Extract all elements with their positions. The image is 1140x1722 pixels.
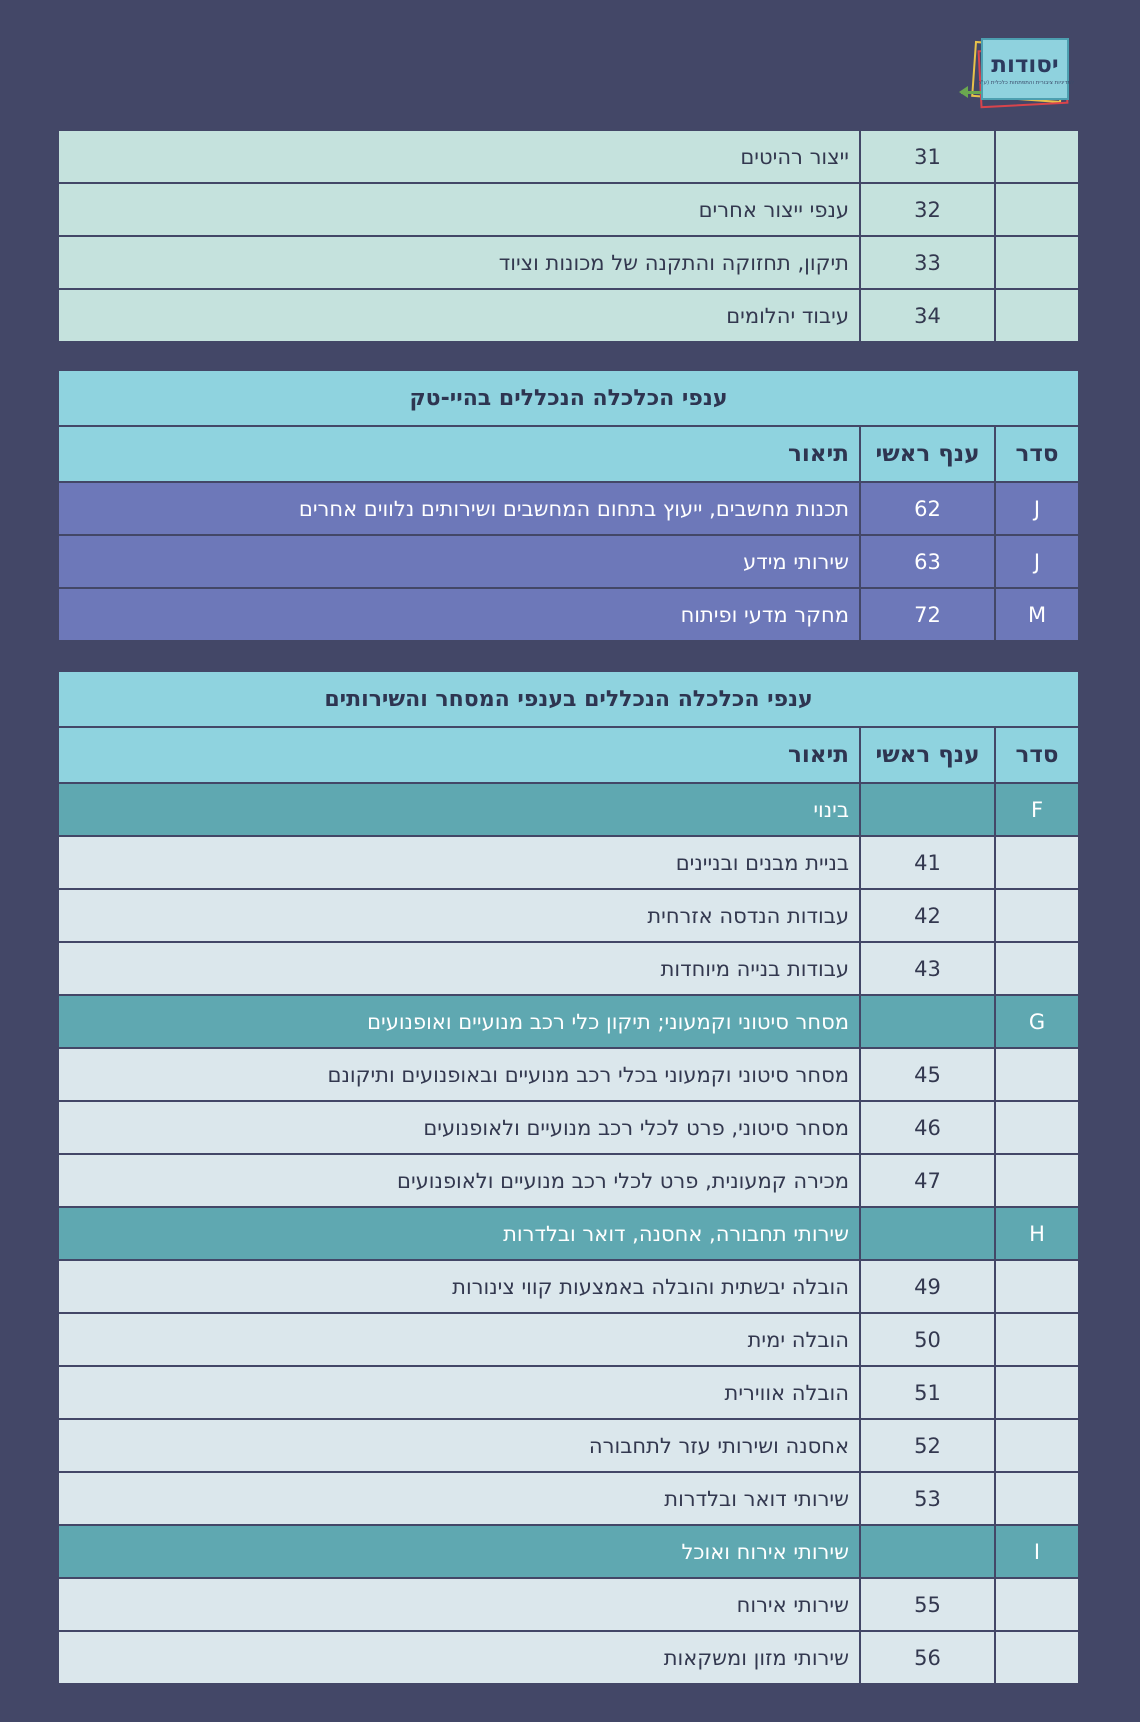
desc-cell: עיבוד יהלומים — [58, 289, 860, 342]
code-cell: 42 — [860, 889, 995, 942]
code-cell: 52 — [860, 1419, 995, 1472]
code-cell: 46 — [860, 1101, 995, 1154]
sector-cell — [995, 1578, 1079, 1631]
table-row — [58, 942, 1079, 995]
code-cell: 53 — [860, 1472, 995, 1525]
table-row — [58, 1578, 1079, 1631]
code-cell: 33 — [860, 236, 995, 289]
table-title: ענפי הכלכלה הנכללים בהיי-טק — [58, 370, 1079, 426]
sector-cell — [995, 130, 1079, 183]
sector-cell: J — [995, 535, 1079, 588]
table-header-row — [58, 727, 1079, 783]
header-description: תיאור — [58, 727, 860, 783]
code-cell: 72 — [860, 588, 995, 641]
code-cell: 31 — [860, 130, 995, 183]
desc-cell: שירותי דואר ובלדרות — [58, 1472, 860, 1525]
table-row — [58, 1472, 1079, 1525]
table-header-row — [58, 426, 1079, 482]
desc-cell: שירותי מזון ומשקאות — [58, 1631, 860, 1684]
sector-cell — [995, 1419, 1079, 1472]
desc-cell: עבודות בנייה מיוחדות — [58, 942, 860, 995]
sector-cell — [995, 236, 1079, 289]
logo-brand: יסודות — [991, 52, 1059, 78]
code-cell: 47 — [860, 1154, 995, 1207]
code-cell: 55 — [860, 1578, 995, 1631]
table-row — [58, 1366, 1079, 1419]
table-title-row — [58, 671, 1079, 727]
code-cell: 51 — [860, 1366, 995, 1419]
desc-cell: תכנות מחשבים, ייעוץ בתחום המחשבים ושירותים נלווים אחרים — [58, 482, 860, 535]
sector-cell — [995, 1154, 1079, 1207]
desc-cell: שירותי מידע — [58, 535, 860, 588]
code-cell: 41 — [860, 836, 995, 889]
code-cell: 32 — [860, 183, 995, 236]
sector-cell — [995, 889, 1079, 942]
sector-cell — [995, 836, 1079, 889]
desc-cell: שירותי אירוח — [58, 1578, 860, 1631]
sector-cell — [995, 942, 1079, 995]
sector-cell — [995, 1101, 1079, 1154]
table-row — [58, 236, 1079, 289]
table-row — [58, 889, 1079, 942]
desc-cell: מסחר סיטוני וקמעוני בכלי רכב מנועיים ובאופנועים ותיקונם — [58, 1048, 860, 1101]
code-cell: 45 — [860, 1048, 995, 1101]
sector-cell: M — [995, 588, 1079, 641]
sector-row — [58, 1525, 1079, 1578]
sector-row — [58, 783, 1079, 836]
table-row — [58, 183, 1079, 236]
header-main-branch: ענף ראשי — [860, 426, 995, 482]
table-row — [58, 1631, 1079, 1684]
table-row — [58, 588, 1079, 641]
table-row — [58, 535, 1079, 588]
desc-cell: הובלה יבשתית והובלה באמצעות קווי צינורות — [58, 1260, 860, 1313]
table-title-row — [58, 370, 1079, 426]
sector-cell — [995, 1313, 1079, 1366]
desc-cell: מכירה קמעונית, פרט לכלי רכב מנועיים ולאופנועים — [58, 1154, 860, 1207]
desc-cell: בניית מבנים ובניינים — [58, 836, 860, 889]
sector-cell: J — [995, 482, 1079, 535]
manufacturing-table — [57, 129, 1080, 343]
desc-cell: הובלה אווירית — [58, 1366, 860, 1419]
table-row — [58, 130, 1079, 183]
header-description: תיאור — [58, 426, 860, 482]
code-cell: 50 — [860, 1313, 995, 1366]
desc-cell: אחסנה ושירותי עזר לתחבורה — [58, 1419, 860, 1472]
hitech-table — [57, 369, 1080, 642]
trade-services-table — [57, 670, 1080, 1685]
code-cell — [860, 783, 995, 836]
sector-row — [58, 995, 1079, 1048]
sector-cell — [995, 1366, 1079, 1419]
sector-cell — [995, 1260, 1079, 1313]
table-row — [58, 1419, 1079, 1472]
table-title: ענפי הכלכלה הנכללים בענפי המסחר והשירותים — [58, 671, 1079, 727]
sector-row — [58, 1207, 1079, 1260]
sector-cell: H — [995, 1207, 1079, 1260]
desc-cell: מסחר סיטוני, פרט לכלי רכב מנועיים ולאופנועים — [58, 1101, 860, 1154]
header-sector: סדר — [995, 426, 1079, 482]
code-cell — [860, 1525, 995, 1578]
desc-cell: תיקון, תחזוקה והתקנה של מכונות וציוד — [58, 236, 860, 289]
table-row — [58, 1101, 1079, 1154]
logo-box — [975, 38, 1075, 100]
yesodot-logo — [961, 36, 1073, 108]
sector-cell — [995, 1631, 1079, 1684]
code-cell: 49 — [860, 1260, 995, 1313]
table-row — [58, 836, 1079, 889]
table-row — [58, 1048, 1079, 1101]
sector-cell — [995, 183, 1079, 236]
desc-cell: עבודות הנדסה אזרחית — [58, 889, 860, 942]
sector-cell: F — [995, 783, 1079, 836]
desc-cell: ייצור רהיטים — [58, 130, 860, 183]
desc-cell: מסחר סיטוני וקמעוני; תיקון כלי רכב מנועיים ואופנועים — [58, 995, 860, 1048]
sector-cell — [995, 1472, 1079, 1525]
code-cell: 56 — [860, 1631, 995, 1684]
code-cell: 62 — [860, 482, 995, 535]
header-main-branch: ענף ראשי — [860, 727, 995, 783]
sector-cell: I — [995, 1525, 1079, 1578]
code-cell: 34 — [860, 289, 995, 342]
table-row — [58, 289, 1079, 342]
logo-tagline: למדיניות ציבורית והתפתחות כלכלית (ע"ר) — [975, 80, 1075, 86]
code-cell: 63 — [860, 535, 995, 588]
desc-cell: שירותי תחבורה, אחסנה, דואר ובלדרות — [58, 1207, 860, 1260]
code-cell — [860, 1207, 995, 1260]
code-cell: 43 — [860, 942, 995, 995]
table-row — [58, 1154, 1079, 1207]
desc-cell: מחקר מדעי ופיתוח — [58, 588, 860, 641]
table-row — [58, 1313, 1079, 1366]
desc-cell: הובלה ימית — [58, 1313, 860, 1366]
sector-cell — [995, 1048, 1079, 1101]
sector-cell — [995, 289, 1079, 342]
header-sector: סדר — [995, 727, 1079, 783]
desc-cell: שירותי אירוח ואוכל — [58, 1525, 860, 1578]
code-cell — [860, 995, 995, 1048]
sector-cell: G — [995, 995, 1079, 1048]
table-row — [58, 1260, 1079, 1313]
desc-cell: ענפי ייצור אחרים — [58, 183, 860, 236]
desc-cell: בינוי — [58, 783, 860, 836]
table-row — [58, 482, 1079, 535]
